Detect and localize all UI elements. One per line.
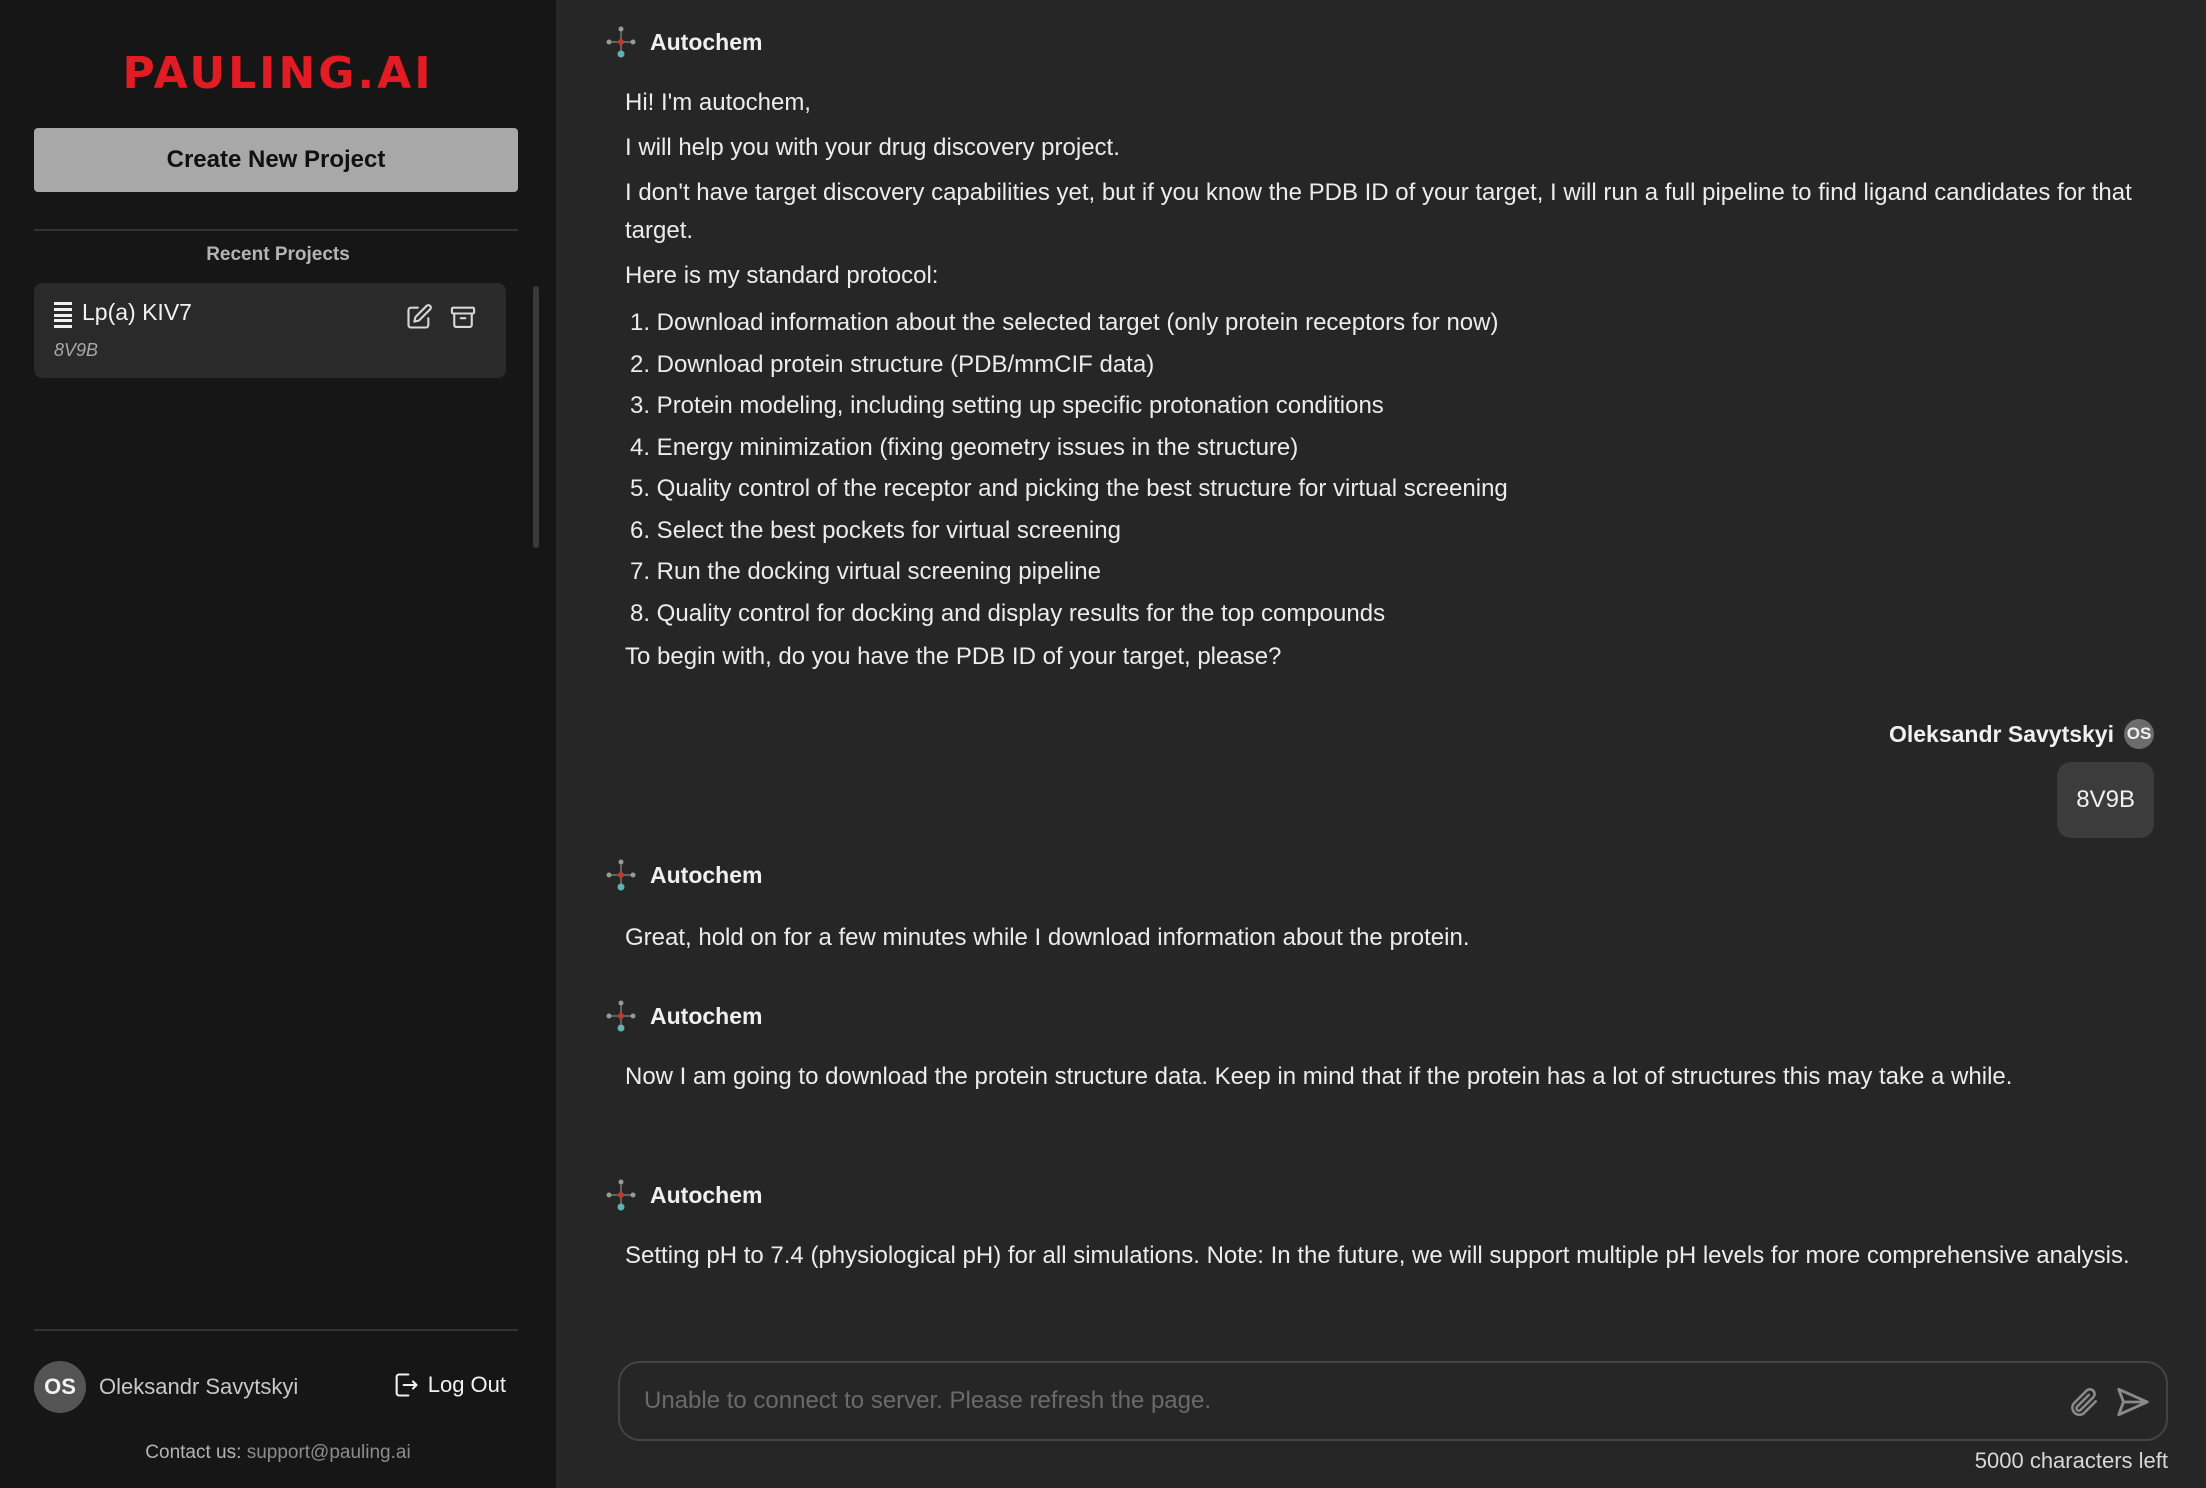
protocol-list bbox=[625, 302, 2144, 634]
project-pdb-id: 8V9B bbox=[54, 340, 99, 360]
logout-icon bbox=[392, 1371, 420, 1399]
autochem-molecule-icon bbox=[604, 25, 638, 59]
avatar: OS bbox=[2124, 719, 2154, 749]
list-item: 2. Download protein structure (PDB/mmCIF data) bbox=[630, 350, 1155, 378]
message-text: I don't have target discovery capabilities yet, but if you know the PDB ID of your target, I will run a full pipeline to find ligand candidates for that target. bbox=[625, 179, 2132, 244]
autochem-molecule-icon bbox=[604, 858, 638, 892]
list-item: 3. Protein modeling, including setting up specific protonation conditions bbox=[630, 392, 1384, 419]
sender-name: Autochem bbox=[650, 1181, 763, 1208]
list-item: 7. Run the docking virtual screening pipeline bbox=[630, 558, 1101, 585]
message-text: Now I am going to download the protein structure data. Keep in mind that if the protein has a lot of structures this may take a while. bbox=[625, 1063, 2013, 1090]
bot-message bbox=[604, 20, 2144, 683]
edit-icon[interactable] bbox=[405, 303, 433, 331]
project-list-icon bbox=[54, 302, 72, 328]
message-bubble: 8V9B bbox=[2057, 762, 2154, 838]
message-text: To begin with, do you have the PDB ID of your target, please? bbox=[625, 643, 1282, 670]
chat-panel bbox=[556, 0, 2206, 1488]
list-item: 5. Quality control of the receptor and picking the best structure for virtual screening bbox=[630, 475, 1508, 502]
bot-message bbox=[604, 853, 2144, 964]
bot-message bbox=[604, 1173, 2144, 1282]
user-profile bbox=[34, 1361, 518, 1413]
sidebar-divider bbox=[34, 229, 518, 231]
user-message bbox=[1889, 718, 2154, 838]
project-name: Lp(a) KIV7 bbox=[82, 299, 192, 325]
attach-icon[interactable] bbox=[2066, 1385, 2100, 1419]
list-item: 8. Quality control for docking and display results for the top compounds bbox=[630, 599, 1386, 627]
brand-logo[interactable]: PAULING.AI bbox=[122, 48, 434, 99]
message-text: Hi! I'm autochem, bbox=[625, 89, 811, 116]
message-text: Here is my standard protocol: bbox=[625, 262, 939, 289]
sender-name: Oleksandr Savytskyi bbox=[1888, 720, 2114, 747]
project-item[interactable] bbox=[34, 283, 506, 378]
avatar[interactable]: OS bbox=[34, 1361, 86, 1413]
message-input[interactable] bbox=[644, 1363, 1984, 1439]
recent-projects-heading: Recent Projects bbox=[206, 244, 350, 265]
create-new-project-button[interactable]: Create New Project bbox=[34, 128, 518, 192]
contact-line bbox=[0, 1442, 556, 1464]
list-item: 1. Download information about the selected target (only protein receptors for now) bbox=[630, 309, 1499, 336]
archive-icon[interactable] bbox=[449, 303, 477, 331]
character-counter: 5000 characters left bbox=[1974, 1448, 2168, 1473]
autochem-molecule-icon bbox=[604, 1178, 638, 1212]
sender-name: Autochem bbox=[650, 28, 763, 55]
sidebar-scrollbar[interactable] bbox=[533, 286, 539, 548]
user-name: Oleksandr Savytskyi bbox=[99, 1374, 299, 1399]
list-item: 6. Select the best pockets for virtual screening bbox=[630, 516, 1121, 544]
contact-label: Contact us: bbox=[145, 1442, 242, 1463]
contact-email-link[interactable]: support@pauling.ai bbox=[246, 1442, 411, 1463]
message-text: Great, hold on for a few minutes while I download information about the protein. bbox=[625, 924, 1470, 951]
sender-name: Autochem bbox=[650, 1002, 763, 1029]
list-item: 4. Energy minimization (fixing geometry issues in the structure) bbox=[630, 433, 1299, 461]
sidebar-divider bbox=[34, 1329, 518, 1331]
sender-name: Autochem bbox=[650, 861, 763, 888]
autochem-molecule-icon bbox=[604, 999, 638, 1033]
bot-message bbox=[604, 994, 2144, 1103]
send-icon[interactable] bbox=[2114, 1383, 2152, 1421]
logout-button[interactable] bbox=[392, 1371, 506, 1399]
message-text: I will help you with your drug discovery project. bbox=[625, 134, 1120, 161]
message-text: Setting pH to 7.4 (physiological pH) for all simulations. Note: In the future, we will support multiple pH levels for more comprehensive analysis. bbox=[625, 1242, 2130, 1269]
message-composer bbox=[618, 1361, 2168, 1441]
logout-label: Log Out bbox=[427, 1372, 506, 1397]
sidebar bbox=[0, 0, 556, 1488]
